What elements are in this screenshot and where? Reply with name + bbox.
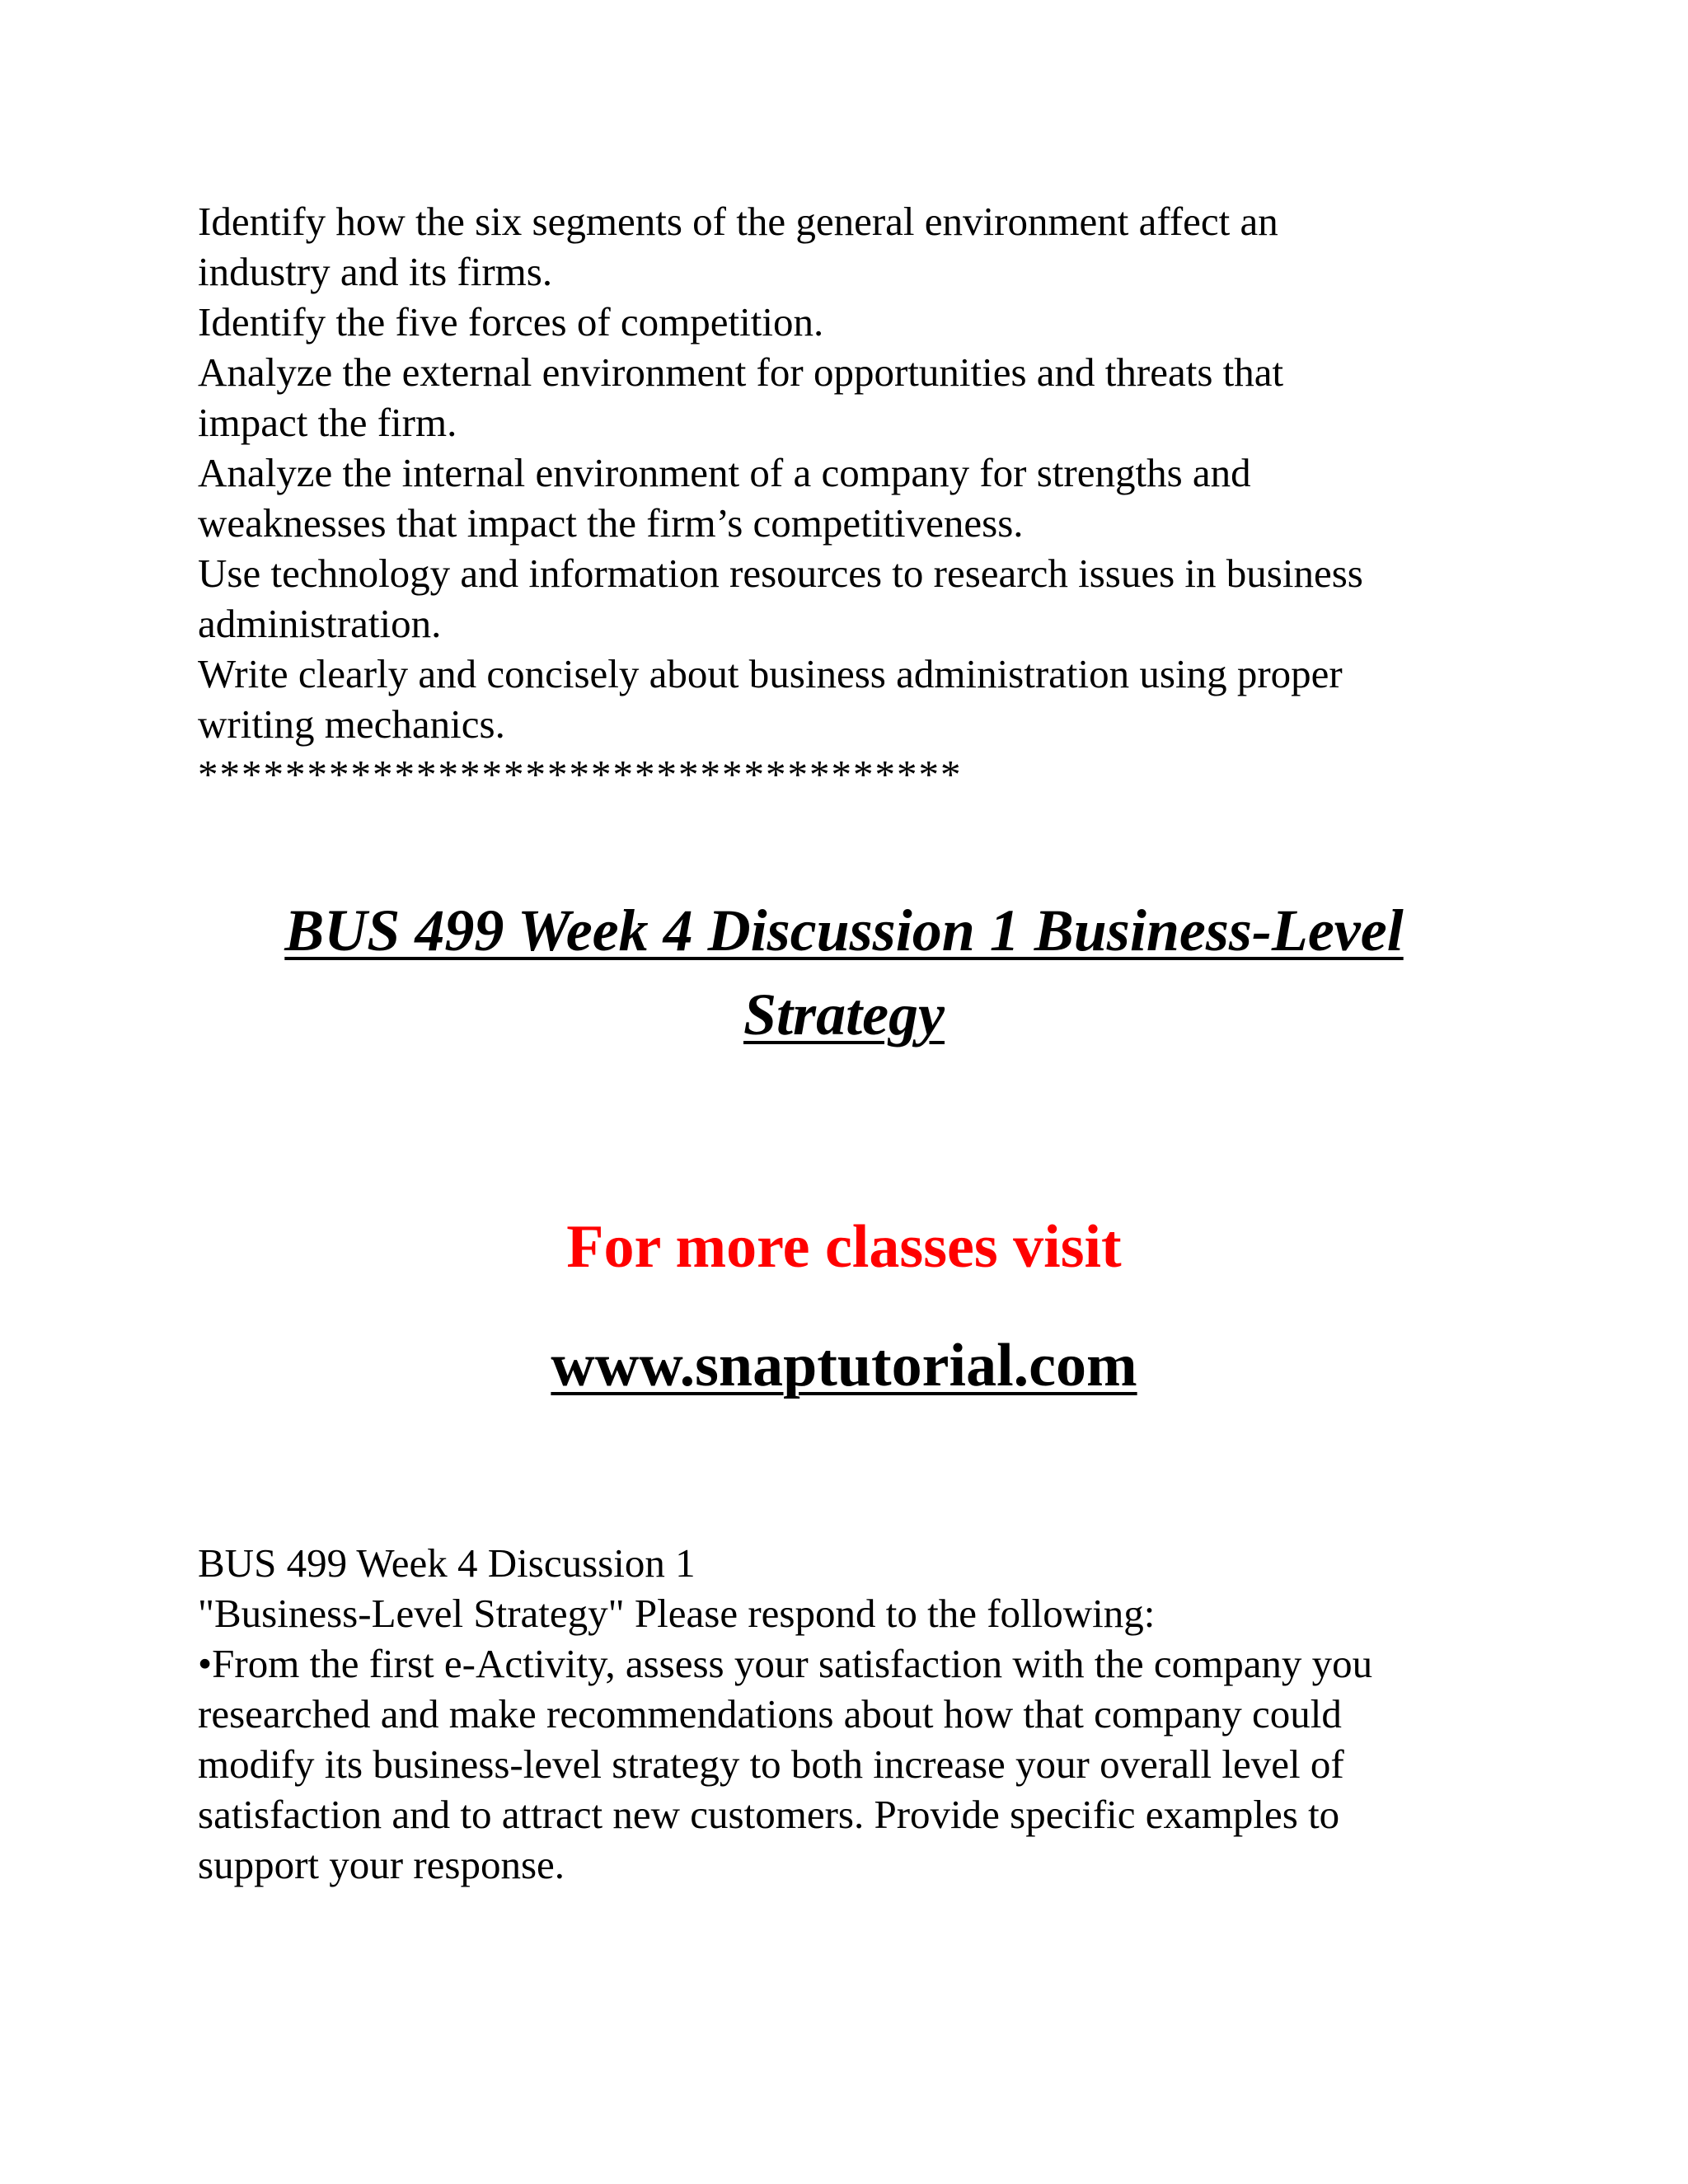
discussion-line: •From the first e-Activity, assess your satisfaction with the company you: [198, 1641, 1373, 1686]
objective-line: Use technology and information resources to research issues in business: [198, 551, 1363, 596]
discussion-line: researched and make recommendations about how that company could: [198, 1691, 1342, 1736]
discussion-line: modify its business-level strategy to both increase your overall level of: [198, 1741, 1344, 1787]
objective-line: writing mechanics.: [198, 701, 505, 747]
objective-line: impact the firm.: [198, 400, 457, 445]
objective-line: Identify how the six segments of the general environment affect an: [198, 199, 1278, 244]
discussion-line: "Business-Level Strategy" Please respond to the following:: [198, 1591, 1156, 1636]
website-link[interactable]: www.snaptutorial.com: [551, 1332, 1137, 1399]
discussion-line: satisfaction and to attract new customers. Provide specific examples to: [198, 1792, 1340, 1837]
separator-stars: ***********************************: [198, 752, 963, 797]
promo-text: For more classes visit: [566, 1213, 1122, 1281]
objective-line: Identify the five forces of competition.: [198, 299, 824, 344]
objective-line: industry and its firms.: [198, 249, 553, 294]
section-heading: [115, 888, 1573, 1057]
objective-line: Analyze the external environment for opportunities and threats that: [198, 349, 1284, 395]
discussion-prompt: [198, 1538, 1517, 1890]
learning-objectives: [198, 196, 1517, 799]
objective-line: weaknesses that impact the firm’s competitiveness.: [198, 500, 1024, 546]
discussion-line: BUS 499 Week 4 Discussion 1: [198, 1540, 696, 1586]
objective-line: administration.: [198, 601, 442, 646]
objective-line: Analyze the internal environment of a company for strengths and: [198, 450, 1251, 495]
objective-line: Write clearly and concisely about business administration using proper: [198, 651, 1343, 696]
heading-line-1: BUS 499 Week 4 Discussion 1 Business-Level: [284, 898, 1404, 963]
discussion-line: support your response.: [198, 1842, 565, 1887]
heading-line-2: Strategy: [743, 982, 945, 1047]
